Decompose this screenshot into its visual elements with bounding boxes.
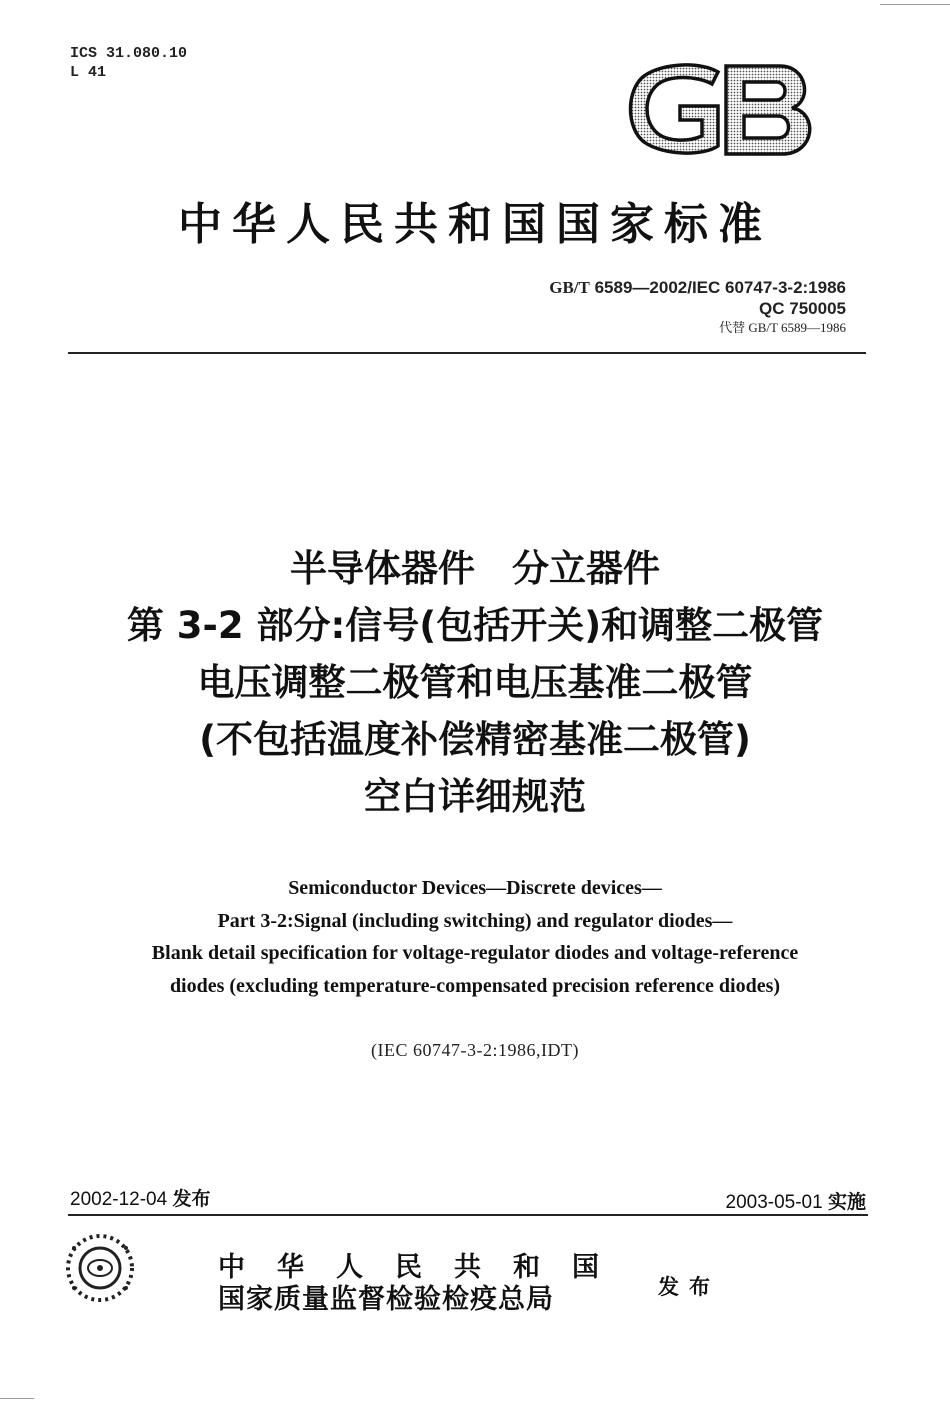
standard-number-rest: 6589—2002/IEC 60747-3-2:1986 (594, 278, 846, 297)
issue-date (70, 1184, 211, 1211)
chinese-title-line2: 第 3-2 部分:信号(包括开关)和调整二极管 (126, 604, 824, 647)
chinese-title-line3: 电压调整二极管和电压基准二极管 (197, 661, 753, 704)
standard-number-block (549, 277, 846, 337)
adoption-statement: (IEC 60747-3-2:1986,IDT) (371, 1040, 579, 1060)
ics-code: ICS 31.080.10 (70, 45, 188, 62)
chinese-title-line4: (不包括温度补偿精密基准二极管) (199, 718, 751, 761)
issue-date-suffix: 发布 (172, 1188, 211, 1210)
standard-number-line1 (549, 277, 846, 299)
footer-divider (68, 1214, 868, 1216)
seal-icon (60, 1228, 140, 1308)
gb-logo-icon (622, 58, 818, 160)
replaces-note: 代替 GB/T 6589—1986 (719, 320, 846, 335)
scan-artifact (880, 4, 950, 5)
chinese-title (0, 540, 950, 825)
ccs-code: L 41 (70, 64, 107, 81)
issuer-line1: 中华人民共和国 (218, 1252, 631, 1283)
english-title-line2: Part 3-2:Signal (including switching) and regulator diodes— (217, 909, 733, 932)
english-title-line1: Semiconductor Devices—Discrete devices— (288, 877, 662, 899)
implement-date-value: 2003-05-01 (725, 1192, 823, 1213)
english-title-line4: diodes (excluding temperature-compensated precision reference diodes) (169, 974, 781, 997)
issue-date-value: 2002-12-04 (70, 1189, 168, 1210)
classification-codes (70, 44, 187, 82)
english-title-line3: Blank detail specification for voltage-regulator diodes and voltage-reference (151, 942, 799, 964)
qc-number: QC 750005 (759, 299, 846, 318)
implement-date-suffix: 实施 (827, 1191, 866, 1213)
issuing-authority (218, 1252, 631, 1316)
issuer-line2: 国家质量监督检验检疫总局 (218, 1284, 554, 1315)
chinese-title-line1: 半导体器件 分立器件 (290, 547, 660, 590)
scan-artifact (0, 1398, 34, 1399)
chinese-title-line5: 空白详细规范 (364, 775, 586, 818)
implement-date (726, 1187, 867, 1214)
header-divider (68, 352, 866, 354)
english-title (0, 872, 950, 1002)
standard-number-prefix: GB/T (549, 278, 590, 297)
issuer-action: 发布 (658, 1275, 720, 1299)
standard-title: 中华人民共和国国家标准 (178, 199, 772, 250)
